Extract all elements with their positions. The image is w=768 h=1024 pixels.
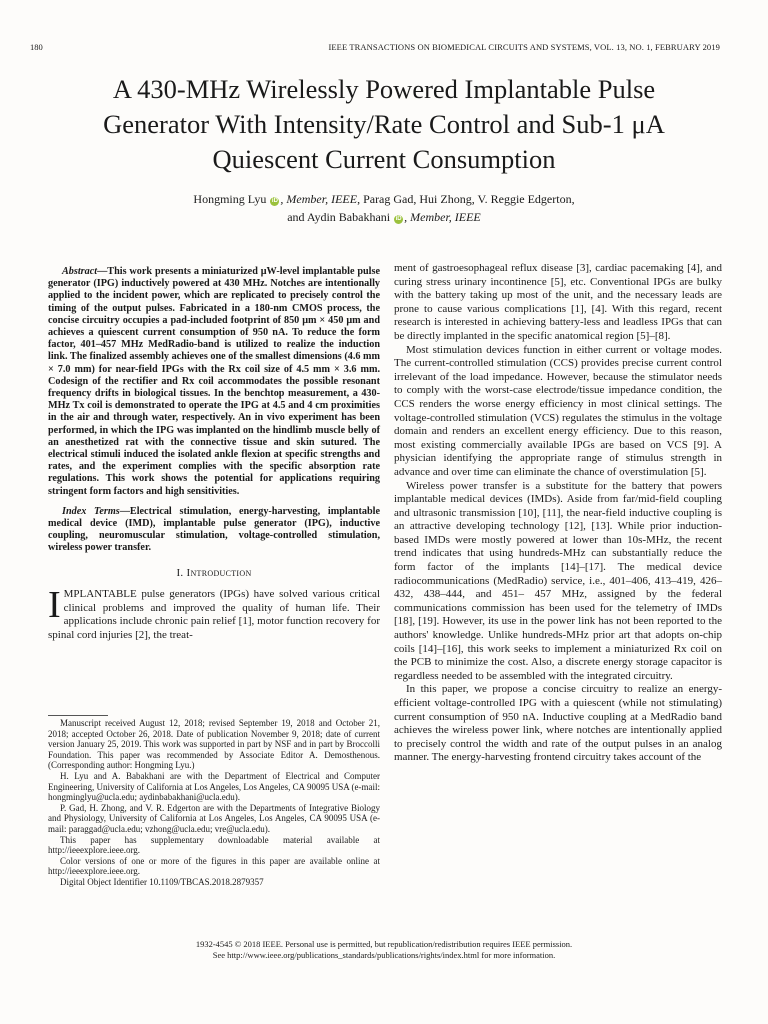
author-affiliation: , Member, IEEE [404, 210, 481, 224]
copyright-line-1: 1932-4545 © 2018 IEEE. Personal use is permitted, but republication/redistribution requires IEEE permission. [195, 939, 573, 949]
body-paragraph: ment of gastroesophageal reflux disease [3], cardiac pacemaking [4], and curing stress urinary incontinence [5], etc. Conventional IPGs are bulky with the battery taking up most of the unit, and the necessary leads are prone to cause various complications [1], [4]. With this regard, recent research is interested in achieving battery-less and leadless IPGs that can be directly implanted in the specific anatomical region [5]–[8]. [394, 262, 722, 342]
footnote: P. Gad, H. Zhong, and V. R. Edgerton are with the Departments of Integrative Biology and Physiology, University of California at Los Angeles, Los Angeles, CA 90095 USA (e-mail: paraggad@ucla.edu; vzhong@ucla.edu; vre@ucla.edu). [48, 802, 380, 834]
page-number: 180 [30, 42, 43, 52]
footnote-rule [48, 715, 108, 716]
author-line-1 [40, 190, 728, 208]
section-title: Introduction [186, 566, 252, 579]
intro-paragraph [48, 584, 380, 642]
paper-title [40, 72, 728, 177]
title-line-2: Generator With Intensity/Rate Control and Sub-1 μA [103, 109, 665, 139]
running-head: IEEE TRANSACTIONS ON BIOMEDICAL CIRCUITS AND SYSTEMS, VOL. 13, NO. 1, FEBRUARY 2019 [328, 42, 720, 52]
body-paragraph: Most stimulation devices function in either current or voltage modes. The current-controlled stimulation (CCS) provides precise current control irrelevant of the load impedance. However, because the stimulator needs to comply with the worst-case electrode/tissue impedance condition, the CCS renders the worse energy efficiency in most clinical settings. The voltage-controlled stimulation (VCS) regulates the stimulus in the voltage domain and renders an excellent energy efficiency. Due to this reason, most existing commercially available IPGs are based on VCS [9]. A physician identifying the appropriate range of stimulus strength in advance and over time can eliminate the chance of overstimulation [5]. [394, 343, 722, 478]
footnotes [48, 718, 380, 888]
index-terms-text: —Electrical stimulation, energy-harvesting, implantable medical device (IMD), implantable pulse generator (IPG), inductive coupling, neuromuscular stimulation, voltage-controlled stimulation, wireless power transfer. [48, 505, 380, 554]
drop-cap: I [48, 584, 61, 627]
title-line-3: Quiescent Current Consumption [212, 144, 556, 174]
body-paragraph: Wireless power transfer is a substitute for the battery that powers implantable medical devices (IMDs). Aside from far/mid-field coupling and ultrasonic transmission [10], [11], the near-field inductive coupling is an attractive developing technology [12], [13]. While prior induction-based IMDs were mostly powered at lower than 10s-MHz, the recent trend indicates that using hundreds-MHz can substantially reduce the form factor of the implants [14]–[17]. The medical device radiocommunications (MedRadio) service, i.e., 401–406, 413–419, 426–432, 438–444, and 451– 457 MHz, assigned by the federal communications commission has been used for the telemetry of IMDs [18], [19]. However, its use in the power link has not been reported to the authors' knowledge. Unlike hundreds-MHz prior art that adopts on-chip coils [14]–[16], this work seeks to implement a miniaturized Rx coil on the PCB to minimize the cost. Also, a discrete energy storage capacitor is regardless needed to be assembled with the integrated circuitry. [394, 479, 722, 682]
footnote: Manuscript received August 12, 2018; revised September 19, 2018 and October 21, 2018; accepted October 26, 2018. Date of publication November 9, 2018; date of current version January 25, 2019. This work was supported in part by NSF and in part by Broccolli Foundation. This paper was recommended by Associate Editor A. Demosthenous. (Corresponding author: Hongming Lyu.) [48, 718, 380, 771]
orcid-icon[interactable]: iD [271, 198, 278, 204]
section-numeral: I. [176, 566, 184, 579]
author-affiliation: , Member, IEEE [280, 192, 358, 206]
footnote: Color versions of one or more of the figures in this paper are available online at http://ieeexplore.ieee.org. [48, 855, 380, 877]
abstract-text: —This work presents a miniaturized μW-level implantable pulse generator (IPG) inductively powered at 430 MHz. Notches are intentionally applied to the incident power, which are replicated to precisely control the timing of the output pulses. Fabricated in a 180-nm CMOS process, the concise circuitry occupies a pad-included footprint of 850 μm × 450 μm and achieves a quiescent current consumption of 950 nA. To reduce the form factor, 401–457 MHz MedRadio-band is utilized to realize the induction link. The finalized assembly achieves one of the smallest dimensions (4.6 mm × 7.0 mm) for near-field IPGs with the Rx coil size of 4.5 mm × 3.6 mm. Codesign of the rectifier and Rx coil accommodates the possible resonant frequency drifts in biological tissues. In the benchtop measurement, a 430-MHz Tx coil is demonstrated to operate the IPG at 4.5 and 4 cm proximities in the air and through water, respectively. An in vivo experiment has been performed, in which the IPG was implanted on the hindlimb muscle belly of an anesthetized rat with the connective tissue and skin sutured. The electrical stimuli induced the isolated ankle flexion at specific strengths and rates, and the experiment complies with the specific absorption rate regulations. This work shows the potential for applications requiring stringent form factors and high sensitivities. [48, 266, 380, 497]
author-name: and Aydin Babakhani [287, 210, 391, 224]
footnote: Digital Object Identifier 10.1109/TBCAS.2018.2879357 [60, 876, 264, 887]
title-line-1: A 430-MHz Wirelessly Powered Implantable Pulse [112, 74, 656, 104]
copyright-notice [40, 939, 728, 961]
intro-caps: MPLANTABLE [63, 588, 137, 601]
section-heading [48, 567, 380, 581]
copyright-line-2[interactable]: See http://www.ieee.org/publications_standards/publications/rights/index.html for more information. [212, 950, 556, 960]
index-terms-lead: Index Terms [62, 505, 120, 517]
footnote: This paper has supplementary downloadable material available at http://ieeexplore.ieee.org. [48, 834, 380, 856]
orcid-icon[interactable]: iD [395, 216, 402, 222]
author-names: , Parag Gad, Hui Zhong, V. Reggie Edgerton, [357, 192, 575, 206]
abstract [48, 266, 380, 498]
intro-text: pulse generators (IPGs) have solved various critical clinical problems and improved the quality of human life. Their applications include chronic pain relief [1], motor function recovery for spinal cord injuries [2], the treat- [48, 588, 380, 642]
author-name: Hongming Lyu [193, 192, 267, 206]
body-paragraph: In this paper, we propose a concise circuitry to realize an energy-efficient voltage-controlled IPG with a quiescent (while not stimulating) current consumption of 950 nA. Inductive coupling at a MedRadio band achieves the wireless power link, where notches are intentionally applied to precisely control the width and rate of the output pulses in an analog manner. The energy-harvesting frontend circuitry takes account of the [394, 683, 722, 764]
right-column [394, 262, 722, 765]
author-block [40, 190, 728, 226]
left-column [48, 266, 380, 643]
abstract-lead: Abstract [62, 266, 98, 277]
author-line-2 [40, 208, 728, 226]
footnote: H. Lyu and A. Babakhani are with the Department of Electrical and Computer Engineering, University of California at Los Angeles, Los Angeles, CA 90095 USA (e-mail: hongminglyu@ucla.edu; aydinbabakhani@ucla.edu). [48, 770, 380, 803]
index-terms [48, 506, 380, 555]
